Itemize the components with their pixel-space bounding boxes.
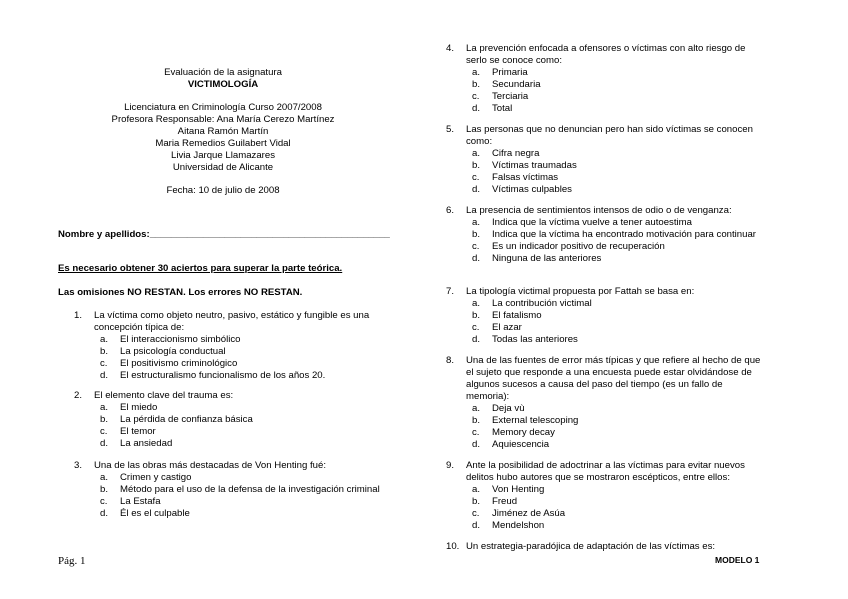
question-number: 2. [74,390,83,401]
professor-line: Profesora Responsable: Ana María Cerezo Martínez [111,114,335,125]
option-a: a. Cifra negra [472,148,540,159]
option-b: b. External telescoping [472,415,579,426]
exam-date: Fecha: 10 de julio de 2008 [166,185,280,196]
subject-name: VICTIMOLOGÍA [187,79,259,90]
option-c: c. Memory decay [472,427,555,438]
question-1 [74,310,388,382]
question-number: 5. [446,124,455,135]
question-text: Una de las obras más destacadas de Von Henting fué: [94,460,326,471]
question-number: 1. [74,310,83,321]
question-text: Las personas que no denuncian pero han sido víctimas se conocen como: [466,124,753,147]
name-field [58,229,390,241]
professor-line: Livia Jarque Llamazares [171,150,275,161]
question-text: Una de las fuentes de error más típicas y que refiere al hecho de que el sujeto que responde a una encuesta puede estar olvidándose de algunos sucesos a causa del paso del tiempo (es un fallo de memoria): [466,355,761,402]
question-number: 10. [446,541,460,552]
option-d: d. Víctimas culpables [472,184,572,195]
question-2 [74,390,388,450]
header-title: Evaluación de la asignatura [164,67,282,78]
name-line: _____________________________________________ [149,229,390,240]
option-a: a. Crimen y castigo [100,472,192,483]
option-c: c. El temor [100,426,156,437]
option-a: a. Primaria [472,67,528,78]
option-b: b. Freud [472,496,518,507]
option-c: c. La Estafa [100,496,161,507]
question-text: La presencia de sentimientos intensos de odio o de venganza: [466,205,732,216]
question-text: El elemento clave del trauma es: [94,390,234,401]
rule-omissions: Las omisiones NO RESTAN. Los errores NO RESTAN. [58,287,303,298]
page-number: Pág. 1 [58,555,86,567]
option-d: d. La ansiedad [100,438,173,449]
option-a: a. Von Henting [472,484,545,495]
exam-model: MODELO 1 [715,555,760,565]
option-a: a. La contribución victimal [472,298,592,309]
option-b: b. Indica que la víctima ha encontrado motivación para continuar [472,229,756,240]
option-c: c. El azar [472,322,522,333]
option-b: b. El fatalismo [472,310,542,321]
question-text: Ante la posibilidad de adoctrinar a las víctimas para evitar nuevos delitos hubo autores que se mostraron escépticos, entre ellos: [466,460,745,483]
option-d: d. El estructuralismo funcionalismo de los años 20. [100,370,326,381]
question-4 [446,43,764,115]
question-number: 9. [446,460,455,471]
option-a: a. El miedo [100,402,158,413]
option-d: d. Aquiescencia [472,439,550,450]
question-5 [446,124,764,196]
option-c: c. Falsas víctimas [472,172,559,183]
option-d: d. Total [472,103,513,114]
degree-line: Licenciatura en Criminología Curso 2007/2008 [124,102,322,113]
option-c: c. El positivismo criminológico [100,358,238,369]
question-text: Un estrategia-paradójica de adaptación de las víctimas es: [466,541,716,552]
option-b: b. La pérdida de confianza básica [100,414,253,425]
option-d: d. Mendelshon [472,520,545,531]
option-d: d. Todas las anteriores [472,334,578,345]
university-line: Universidad de Alicante [172,162,274,173]
professor-line: Maria Remedios Guilabert Vidal [155,138,291,149]
option-b: b. La psicología conductual [100,346,226,357]
question-9 [446,460,764,532]
option-b: b. Secundaria [472,79,541,90]
option-c: c. Es un indicador positivo de recuperación [472,241,665,252]
question-text: La prevención enfocada a ofensores o víctimas con alto riesgo de serlo se conoce como: [466,43,746,66]
question-number: 3. [74,460,83,471]
question-number: 4. [446,43,455,54]
question-10 [446,541,764,553]
professor-line: Aitana Ramón Martín [177,126,269,137]
option-a: a. Deja vù [472,403,525,414]
option-b: b. Víctimas traumadas [472,160,577,171]
question-text: La víctima como objeto neutro, pasivo, estático y fungible es una concepción típica de: [94,310,370,333]
option-d: d. Él es el culpable [100,508,190,519]
question-number: 8. [446,355,455,366]
rule-min-correct: Es necesario obtener 30 aciertos para superar la parte teórica. [58,263,343,274]
option-d: d. Ninguna de las anteriores [472,253,602,264]
option-b: b. Método para el uso de la defensa de la investigación criminal [100,484,380,495]
question-text: La tipología victimal propuesta por Fattah se basa en: [466,286,695,297]
question-7 [446,286,764,346]
question-6 [446,205,764,265]
option-c: c. Jiménez de Asúa [472,508,566,519]
option-a: a. Indica que la víctima vuelve a tener autoestima [472,217,692,228]
question-8 [446,355,764,451]
question-3 [74,460,388,520]
question-number: 6. [446,205,455,216]
exam-header [103,67,343,197]
option-a: a. El interaccionismo simbólico [100,334,241,345]
question-number: 7. [446,286,455,297]
option-c: c. Terciaria [472,91,529,102]
name-label: Nombre y apellidos: [58,229,150,240]
